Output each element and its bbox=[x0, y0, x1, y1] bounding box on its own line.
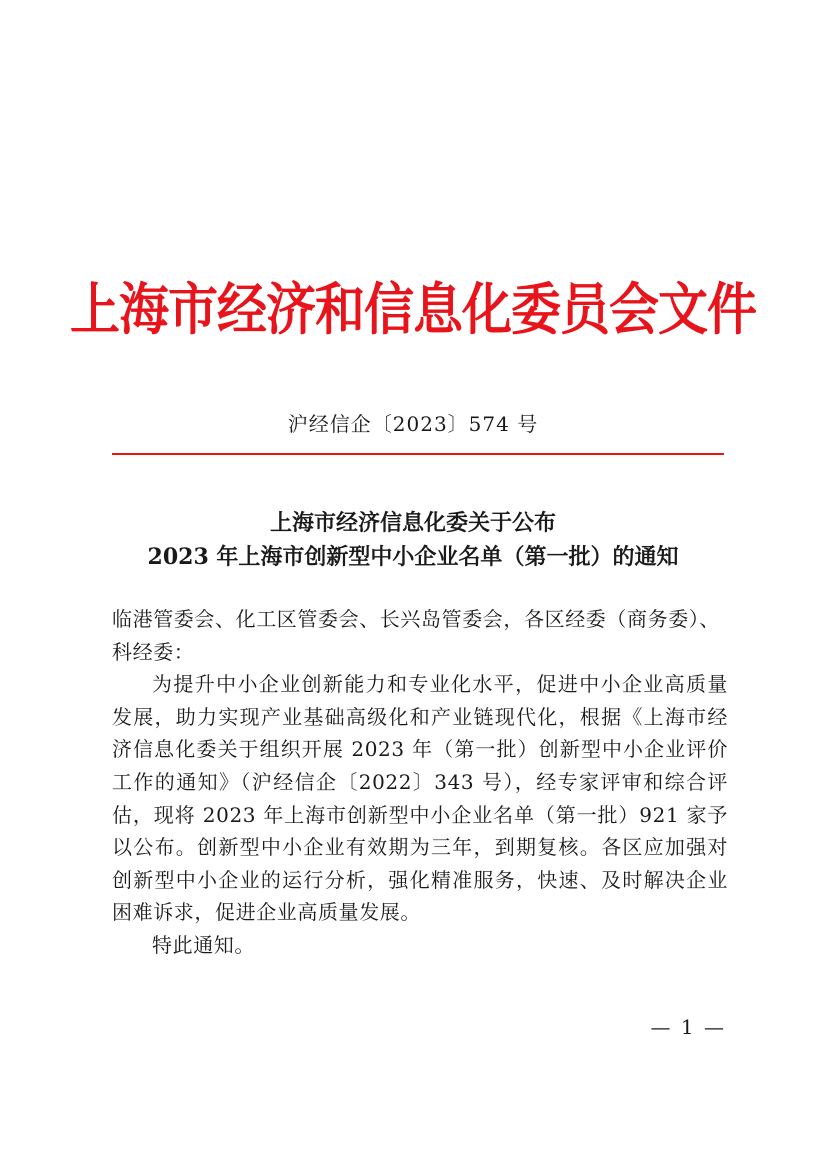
body-paragraph: 为提升中小企业创新能力和专业化水平，促进中小企业高质量发展，助力实现产业基础高级化和产业链现代化，根据《上海市经济信息化委关于组织开展 2023 年（第一批）创新型中小企业评价工作的通知》（沪经信企〔2022〕343 号），经专家评审和综合评估，现将 2023 年上海市创新型中小企业名单（第一批）921 家予以公布。创新型中小企业有效期为三年，到期复核。各区应加强对创新型中小企业的运行分析，强化精准服务，快速、及时解决企业困难诉求，促进企业高质量发展。 bbox=[112, 672, 728, 925]
document-number: 沪经信企〔2023〕574 号 bbox=[287, 412, 539, 436]
notice-title-line-2: 2023 年上海市创新型中小企业名单（第一批）的通知 bbox=[147, 544, 679, 570]
masthead-title: 上海市经济和信息化委员会文件 bbox=[70, 276, 756, 343]
recipients: 临港管委会、化工区管委会、长兴岛管委会，各区经委（商务委）、科经委： bbox=[112, 607, 720, 664]
notice-body bbox=[112, 603, 728, 962]
notice-title-line-1: 上海市经济信息化委关于公布 bbox=[269, 510, 556, 536]
red-divider-line bbox=[112, 453, 724, 455]
closing-line: 特此通知。 bbox=[152, 932, 255, 957]
page-number: — 1 — bbox=[650, 1015, 726, 1039]
notice-title bbox=[60, 506, 766, 574]
